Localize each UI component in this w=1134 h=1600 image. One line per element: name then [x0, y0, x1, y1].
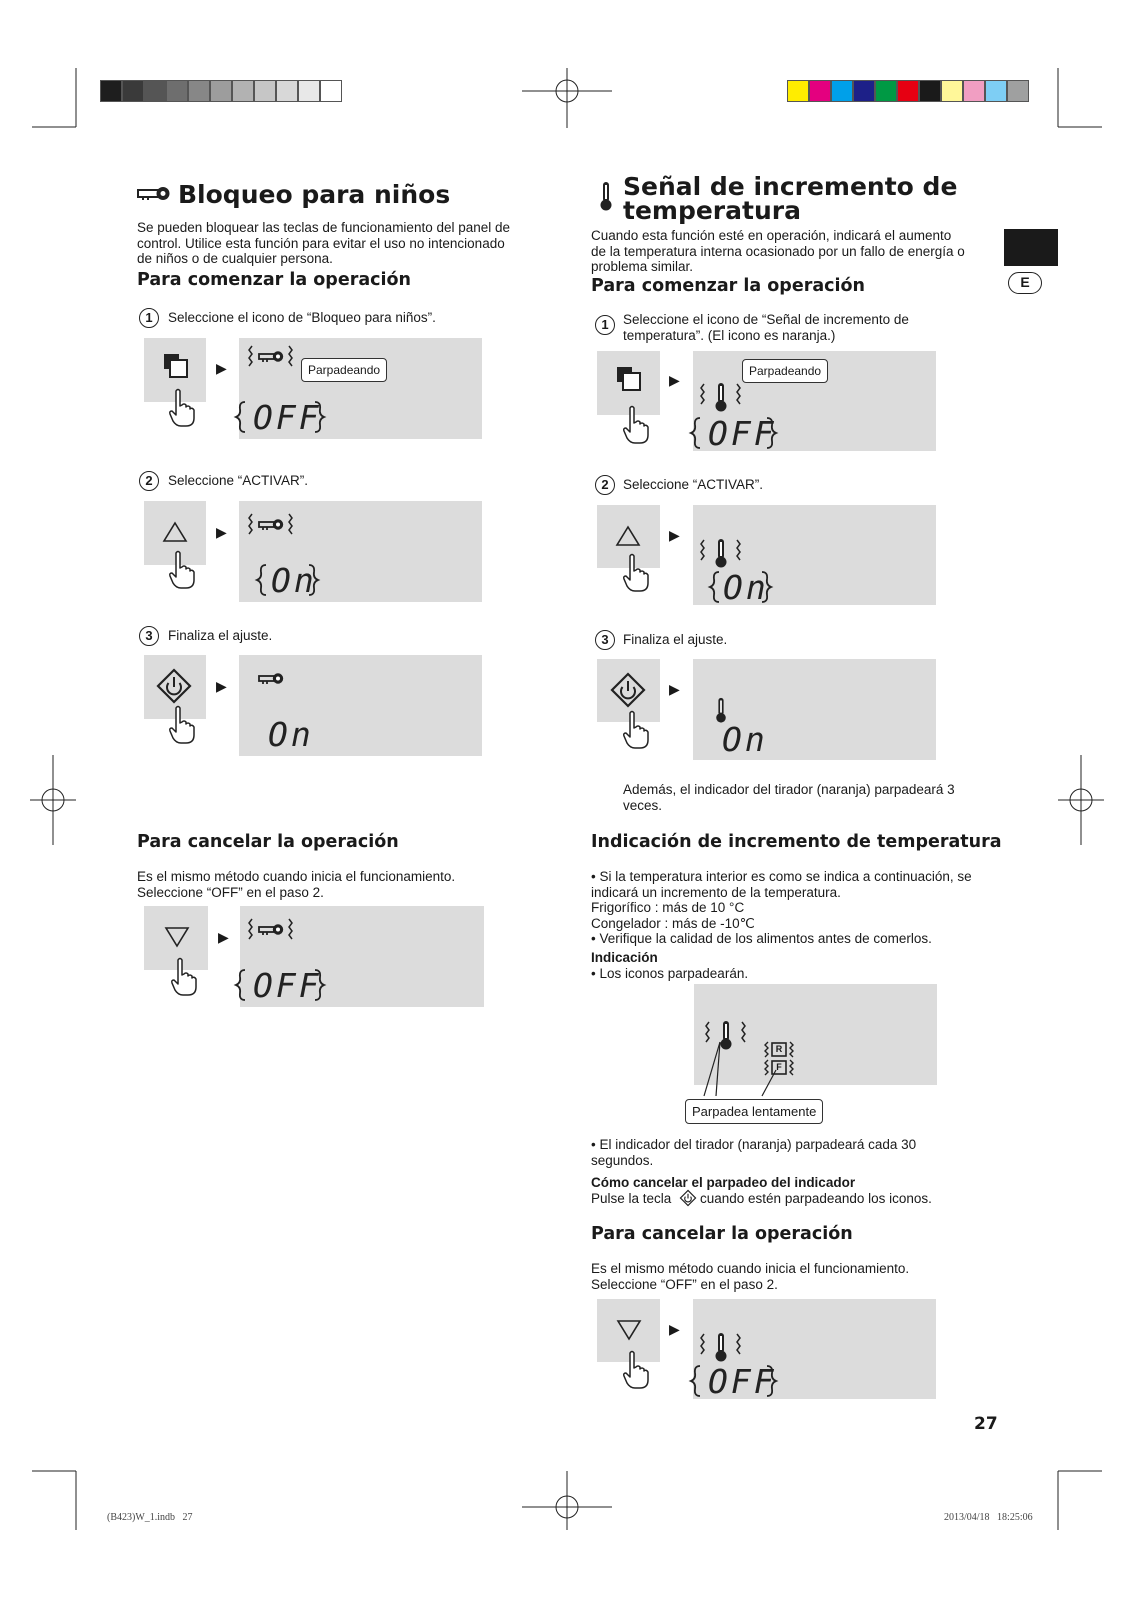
gray-swatch	[320, 80, 342, 102]
blink-mark-icon	[234, 401, 248, 433]
gray-swatch	[188, 80, 210, 102]
right-start-heading: Para comenzar la operación	[591, 276, 865, 296]
blink-mark-icon	[312, 401, 326, 433]
hand-pointer-icon	[168, 705, 196, 745]
step-text: Seleccione el icono de “Bloqueo para niños”.	[168, 310, 436, 325]
blinking-callout: Parpadeando	[301, 358, 387, 382]
start-diamond-icon	[680, 1190, 696, 1206]
right-intro: Cuando esta función esté en operación, indicará el aumento de la temperatura interna ocasionado por un fallo de energía o problema similar.	[591, 228, 965, 274]
arrow-icon: ▶	[669, 681, 680, 697]
color-swatch	[875, 80, 897, 102]
left-start-heading: Para comenzar la operación	[137, 270, 411, 290]
color-swatch	[1007, 80, 1029, 102]
callout-leader-lines	[690, 1040, 810, 1100]
lcd-display-text: OFF	[253, 966, 322, 1005]
blink-mark-icon	[759, 571, 773, 603]
step-number: 2	[595, 475, 615, 495]
key-icon	[137, 186, 171, 202]
slow-blink-callout: Parpadea lentamente	[685, 1099, 823, 1124]
hand-pointer-icon	[622, 710, 650, 750]
language-tab-e: E	[1008, 272, 1042, 294]
lcd-display-text: On	[722, 720, 768, 759]
step-number: 2	[139, 471, 159, 491]
left-title: Bloqueo para niños	[178, 180, 451, 209]
how-cancel-label: Cómo cancelar el parpadeo del indicador	[591, 1175, 856, 1190]
arrow-icon: ▶	[669, 1321, 680, 1337]
hand-pointer-icon	[168, 388, 196, 428]
step-text: Seleccione el icono de “Señal de incremento de temperatura”. (El icono es naranja.)	[623, 312, 909, 343]
arrow-icon: ▶	[216, 524, 227, 540]
blinking-thermometer-icon	[698, 382, 744, 412]
key-icon	[258, 672, 284, 686]
color-calibration-strip	[787, 80, 1029, 102]
lcd-display-text: OFF	[708, 414, 777, 453]
refrigerator-zone-label: R	[775, 1044, 783, 1054]
gray-swatch	[276, 80, 298, 102]
right-title-line1: Señal de incremento de	[623, 172, 958, 201]
blinking-thermometer-icon	[698, 538, 744, 568]
color-swatch	[831, 80, 853, 102]
blink-mark-icon	[234, 969, 248, 1001]
footer-timestamp: 2013/04/18 18:25:06	[944, 1512, 1033, 1523]
freezer-zone-label: F	[776, 1062, 782, 1072]
right-cancel-heading: Para cancelar la operación	[591, 1224, 853, 1244]
hand-pointer-icon	[622, 405, 650, 445]
blink-mark-icon	[306, 564, 320, 596]
gray-swatch	[100, 80, 122, 102]
how-cancel-text-post: cuando estén parpadeando los iconos.	[700, 1191, 932, 1206]
step-text: Seleccione “ACTIVAR”.	[623, 477, 764, 492]
arrow-icon: ▶	[216, 360, 227, 376]
hand-pointer-icon	[622, 1350, 650, 1390]
gray-swatch	[232, 80, 254, 102]
blinking-key-icon	[247, 917, 295, 943]
indication-heading: Indicación de incremento de temperatura	[591, 832, 1002, 852]
hand-pointer-icon	[622, 553, 650, 593]
icons-blink-bullet: • Los iconos parpadearán.	[591, 966, 749, 981]
left-intro: Se pueden bloquear las teclas de funcionamiento del panel de control. Utilice esta función para evitar el uso no intencionado de niños o de cualquier persona.	[137, 220, 511, 266]
how-cancel-text-pre: Pulse la tecla	[591, 1191, 672, 1206]
hand-pointer-icon	[170, 957, 198, 997]
footer-file-info: (B423)W_1.indb 27	[107, 1512, 193, 1523]
down-triangle-icon	[617, 1320, 641, 1340]
indication-bullets: • Si la temperatura interior es como se indica a continuación, se indicará un incremento de la temperatura. Frigorífico : más de 10 °C Congelador : más de -10℃ • Verifique la calidad de los alimentos antes de comerlos.	[591, 869, 972, 946]
hand-pointer-icon	[168, 550, 196, 590]
left-cancel-text: Es el mismo método cuando inicia el funcionamiento. Seleccione “OFF” en el paso 2.	[137, 869, 456, 900]
menu-icon	[616, 366, 642, 392]
blinking-key-icon	[247, 512, 295, 538]
left-cancel-heading: Para cancelar la operación	[137, 832, 399, 852]
lcd-display-text: OFF	[708, 1362, 777, 1401]
up-triangle-icon	[616, 526, 640, 546]
right-title-line2: temperatura	[623, 196, 801, 225]
up-triangle-icon	[163, 522, 187, 542]
blink-mark-icon	[255, 564, 269, 596]
arrow-icon: ▶	[669, 372, 680, 388]
color-swatch	[787, 80, 809, 102]
step-number: 1	[139, 308, 159, 328]
gray-swatch	[166, 80, 188, 102]
start-diamond-icon	[157, 669, 191, 703]
color-swatch	[985, 80, 1007, 102]
color-swatch	[941, 80, 963, 102]
color-swatch	[919, 80, 941, 102]
blink-mark-icon	[708, 571, 722, 603]
gray-swatch	[210, 80, 232, 102]
step-number: 1	[595, 315, 615, 335]
gray-swatch	[298, 80, 320, 102]
blinking-thermometer-icon	[698, 1332, 744, 1362]
blinking-key-icon	[247, 344, 295, 370]
gray-swatch	[144, 80, 166, 102]
blinking-callout: Parpadeando	[742, 359, 828, 383]
lcd-display-text: On	[268, 715, 314, 754]
right-note: Además, el indicador del tirador (naranja) parpadeará 3 veces.	[623, 782, 955, 813]
arrow-icon: ▶	[218, 929, 229, 945]
blink-mark-icon	[764, 417, 778, 449]
blink-mark-icon	[689, 1365, 703, 1397]
gray-calibration-strip	[100, 80, 342, 102]
blink-mark-icon	[312, 969, 326, 1001]
step-number: 3	[595, 630, 615, 650]
gray-swatch	[254, 80, 276, 102]
handle-indicator-bullet: • El indicador del tirador (naranja) parpadeará cada 30 segundos.	[591, 1137, 917, 1168]
down-triangle-icon	[165, 927, 189, 947]
page-number: 27	[974, 1414, 998, 1434]
step-text: Finaliza el ajuste.	[168, 628, 273, 643]
indicacion-label: Indicación	[591, 950, 658, 965]
lcd-display-text: On	[723, 568, 769, 607]
menu-icon	[163, 353, 189, 379]
right-cancel-text: Es el mismo método cuando inicia el funcionamiento. Seleccione “OFF” en el paso 2.	[591, 1261, 910, 1292]
step-text: Finaliza el ajuste.	[623, 632, 728, 647]
thermometer-icon	[598, 181, 614, 211]
start-diamond-icon	[611, 673, 645, 707]
gray-swatch	[122, 80, 144, 102]
color-swatch	[897, 80, 919, 102]
lcd-display-text: OFF	[253, 398, 322, 437]
color-swatch	[963, 80, 985, 102]
step-number: 3	[139, 626, 159, 646]
arrow-icon: ▶	[216, 678, 227, 694]
color-swatch	[809, 80, 831, 102]
blink-mark-icon	[764, 1365, 778, 1397]
side-tab-block	[1004, 229, 1058, 266]
arrow-icon: ▶	[669, 527, 680, 543]
step-text: Seleccione “ACTIVAR”.	[168, 473, 309, 488]
blink-mark-icon	[689, 417, 703, 449]
color-swatch	[853, 80, 875, 102]
lcd-display-text: On	[271, 561, 317, 600]
